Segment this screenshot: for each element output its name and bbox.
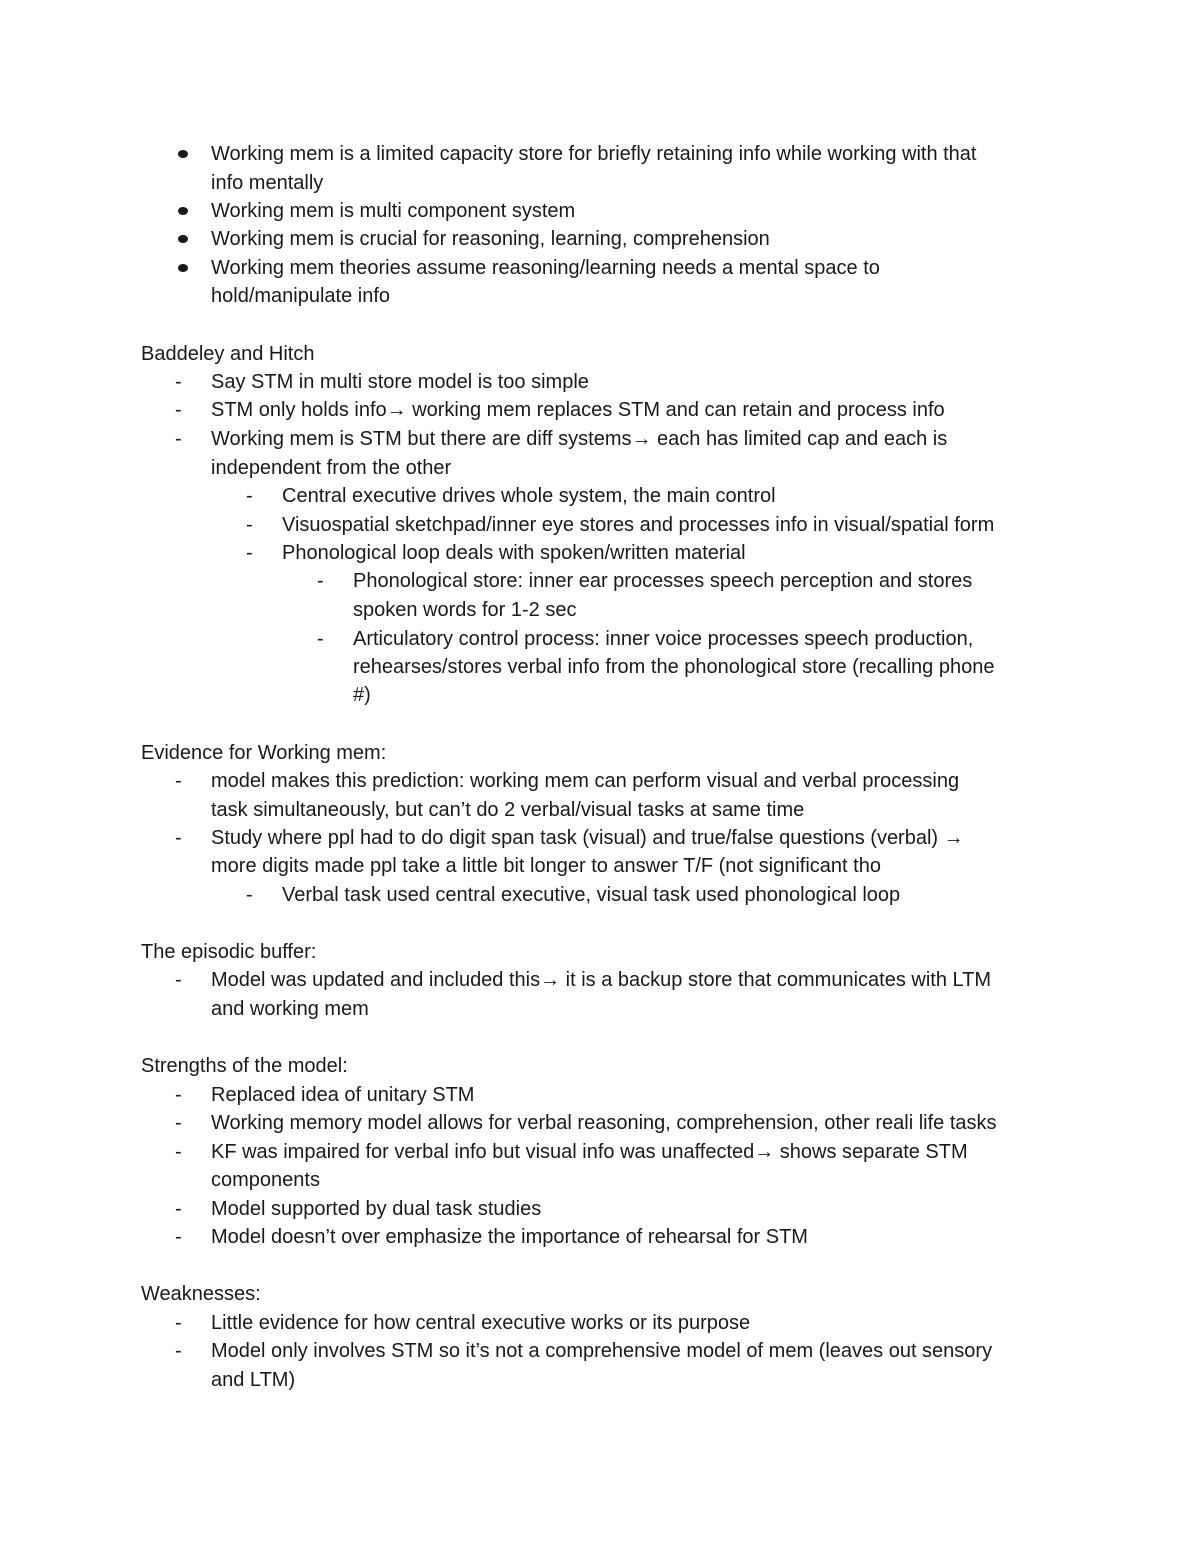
- item-text: model makes this prediction: working mem can perform visual and verbal processing: [211, 770, 960, 792]
- item-text: rehearses/stores verbal info from the phonological store (recalling phone: [353, 656, 995, 678]
- list-item: [0, 1223, 1200, 1252]
- list-item-cont: [0, 995, 1200, 1024]
- list-item: [0, 1109, 1200, 1138]
- list-item: [0, 368, 1200, 397]
- dash-marker: -: [175, 399, 182, 421]
- item-text: spoken words for 1-2 sec: [353, 599, 577, 621]
- heading-text: Weaknesses:: [141, 1283, 261, 1305]
- section-heading-baddeley: [0, 340, 1200, 369]
- item-text: more digits made ppl take a little bit longer to answer T/F (not significant tho: [211, 855, 881, 877]
- dash-marker: -: [175, 770, 182, 792]
- sub-sub-list-item-cont: [0, 596, 1200, 625]
- intro-bullet-3: [0, 225, 1200, 254]
- list-item: [0, 767, 1200, 796]
- item-text: components: [211, 1169, 320, 1191]
- item-text: Articulatory control process: inner voice processes speech production,: [353, 628, 974, 650]
- item-text: Say STM in multi store model is too simple: [211, 371, 589, 393]
- dash-marker: -: [175, 1141, 182, 1163]
- dash-marker: -: [175, 428, 182, 450]
- list-item-cont: [0, 1166, 1200, 1195]
- list-item-cont: [0, 454, 1200, 483]
- section-heading-episodic: [0, 938, 1200, 967]
- dash-marker: -: [246, 542, 253, 564]
- dash-marker: -: [246, 485, 253, 507]
- bullet-text: Working mem is crucial for reasoning, learning, comprehension: [211, 228, 770, 250]
- sub-sub-list-item: [0, 625, 1200, 654]
- section-heading-weaknesses: [0, 1280, 1200, 1309]
- dash-marker: -: [175, 1084, 182, 1106]
- dash-marker: -: [175, 969, 182, 991]
- heading-text: Strengths of the model:: [141, 1055, 348, 1077]
- item-text: Central executive drives whole system, the main control: [282, 485, 776, 507]
- bullet-dot-icon: [178, 254, 188, 283]
- intro-bullet-4-cont: [0, 282, 1200, 311]
- list-item: [0, 966, 1200, 995]
- sub-list-item: [0, 539, 1200, 568]
- dash-marker: -: [175, 1226, 182, 1248]
- item-text: and working mem: [211, 998, 369, 1020]
- dash-marker: -: [246, 884, 253, 906]
- item-text: and LTM): [211, 1369, 296, 1391]
- list-item-cont: [0, 1366, 1200, 1395]
- item-text: task simultaneously, but can’t do 2 verbal/visual tasks at same time: [211, 799, 805, 821]
- item-text: Working memory model allows for verbal reasoning, comprehension, other reali life tasks: [211, 1112, 997, 1134]
- dash-marker: -: [175, 1198, 182, 1220]
- sub-list-item: [0, 482, 1200, 511]
- list-item: [0, 1138, 1200, 1167]
- item-text: Model only involves STM so it’s not a comprehensive model of mem (leaves out sensory: [211, 1340, 993, 1362]
- item-text: Little evidence for how central executive works or its purpose: [211, 1312, 751, 1334]
- heading-text: Evidence for Working mem:: [141, 742, 387, 764]
- list-item: [0, 396, 1200, 425]
- intro-bullet-1: [0, 140, 1200, 169]
- item-text: Model supported by dual task studies: [211, 1198, 542, 1220]
- item-text: Phonological loop deals with spoken/written material: [282, 542, 746, 564]
- bullet-text: hold/manipulate info: [211, 285, 391, 307]
- item-text: Model doesn’t over emphasize the importance of rehearsal for STM: [211, 1226, 808, 1248]
- dash-marker: -: [246, 514, 253, 536]
- intro-bullet-4: [0, 254, 1200, 283]
- section-heading-strengths: [0, 1052, 1200, 1081]
- sub-list-item: [0, 511, 1200, 540]
- heading-text: Baddeley and Hitch: [141, 343, 315, 365]
- intro-bullet-2: [0, 197, 1200, 226]
- heading-text: The episodic buffer:: [141, 941, 317, 963]
- item-text: Replaced idea of unitary STM: [211, 1084, 475, 1106]
- dash-marker: -: [175, 1112, 182, 1134]
- dash-marker: -: [175, 1340, 182, 1362]
- dash-marker: -: [175, 827, 182, 849]
- item-text: KF was impaired for verbal info but visual info was unaffected→ shows separate STM: [211, 1141, 968, 1163]
- list-item: [0, 1337, 1200, 1366]
- sub-sub-list-item-cont: [0, 681, 1200, 710]
- list-item: [0, 1195, 1200, 1224]
- item-text: STM only holds info→ working mem replaces STM and can retain and process info: [211, 399, 945, 421]
- intro-bullet-1-cont: [0, 169, 1200, 198]
- item-text: Study where ppl had to do digit span task (visual) and true/false questions (verbal) →: [211, 827, 964, 849]
- list-item: [0, 425, 1200, 454]
- sub-sub-list-item: [0, 567, 1200, 596]
- list-item-cont: [0, 852, 1200, 881]
- item-text: independent from the other: [211, 457, 452, 479]
- bullet-text: Working mem theories assume reasoning/learning needs a mental space to: [211, 257, 880, 279]
- item-text: Phonological store: inner ear processes speech perception and stores: [353, 570, 973, 592]
- bullet-text: info mentally: [211, 172, 324, 194]
- item-text: Model was updated and included this→ it is a backup store that communicates with LTM: [211, 969, 992, 991]
- list-item: [0, 824, 1200, 853]
- list-item-cont: [0, 796, 1200, 825]
- dash-marker: -: [317, 570, 324, 592]
- dash-marker: -: [317, 628, 324, 650]
- bullet-text: Working mem is multi component system: [211, 200, 576, 222]
- section-heading-evidence: [0, 739, 1200, 768]
- item-text: Verbal task used central executive, visual task used phonological loop: [282, 884, 901, 906]
- dash-marker: -: [175, 371, 182, 393]
- bullet-dot-icon: [178, 197, 188, 226]
- dash-marker: -: [175, 1312, 182, 1334]
- sub-sub-list-item-cont: [0, 653, 1200, 682]
- sub-list-item: [0, 881, 1200, 910]
- item-text: #): [353, 684, 371, 706]
- item-text: Visuospatial sketchpad/inner eye stores and processes info in visual/spatial form: [282, 514, 995, 536]
- bullet-dot-icon: [178, 140, 188, 169]
- bullet-text: Working mem is a limited capacity store for briefly retaining info while working with that: [211, 143, 977, 165]
- list-item: [0, 1309, 1200, 1338]
- list-item: [0, 1081, 1200, 1110]
- item-text: Working mem is STM but there are diff systems→ each has limited cap and each is: [211, 428, 948, 450]
- bullet-dot-icon: [178, 225, 188, 254]
